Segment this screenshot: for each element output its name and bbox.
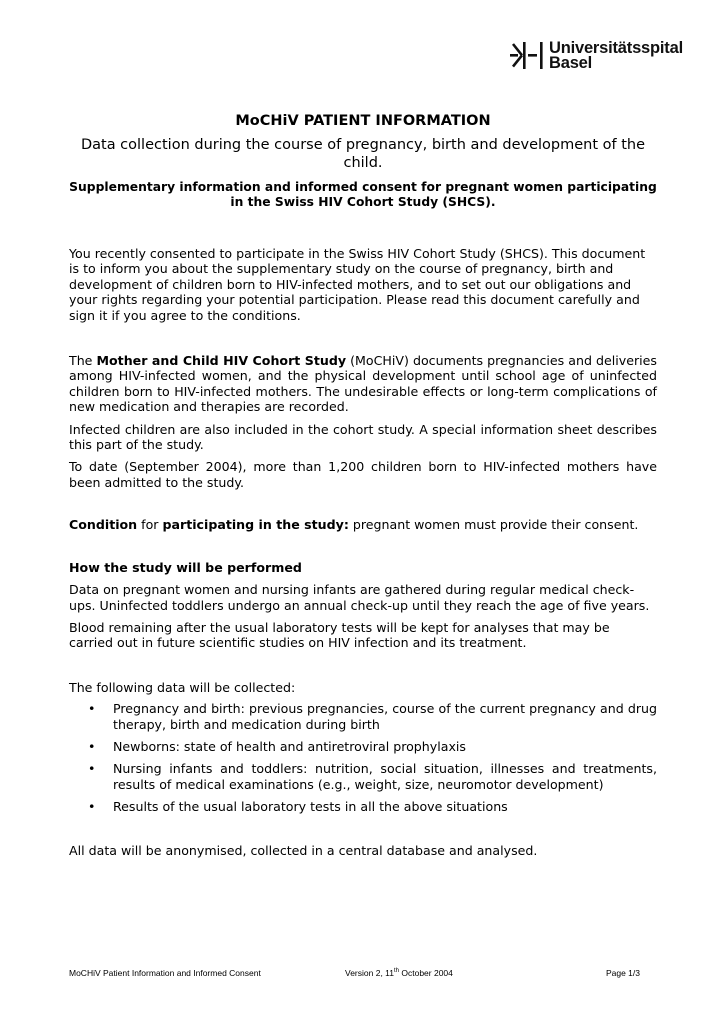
bullet-icon: • [88,701,96,717]
participation-label: participating in the study: [162,517,349,533]
study-paragraph [69,353,657,415]
footer-version-sup: th [394,968,400,974]
footer-version [345,968,453,978]
data-list [69,701,657,814]
list-item-text: Pregnancy and birth: previous pregnancies, course of the current pregnancy and drug therapy, birth and medication during birth [113,701,657,732]
study-prefix: The [69,353,97,369]
document-body [69,113,657,858]
bullet-icon: • [88,761,96,777]
university-hospital-logo [509,40,683,72]
logo-mark-icon [509,40,545,72]
bullet-icon: • [88,738,96,754]
logo-text [549,41,683,71]
howto-paragraph-2: Blood remaining after the usual laboratory tests will be kept for analyses that may be carried out in future scientific studies on HIV infection and its treatment. [69,619,610,651]
list-item [69,761,657,792]
list-item-text: Results of the usual laboratory tests in all the above situations [113,799,508,815]
document-title: MoCHiV PATIENT INFORMATION [235,113,491,129]
footer-version-prefix: Version 2, 11 [345,968,394,978]
document-subtitle: Data collection during the course of pregnancy, birth and development of the child. [80,137,646,171]
howto-paragraph-1: Data on pregnant women and nursing infants are gathered during regular medical check-ups. Uninfected toddlers undergo an annual check-up until they reach the age of five years. [69,582,650,613]
list-item [69,739,657,754]
footer-version-suffix: October 2004 [399,968,453,978]
list-item [69,799,657,814]
condition-text: pregnant women must provide their consent. [348,517,639,533]
list-item [69,701,657,732]
final-paragraph: All data will be anonymised, collected in a central database and analysed. [69,842,538,858]
logo-line-1: Universitätsspital [549,39,683,57]
howto-heading: How the study will be performed [69,559,302,575]
condition-paragraph [69,517,657,532]
footer-page-number: Page 1/3 [605,968,640,978]
infected-children-paragraph: Infected children are also included in the cohort study. A special information sheet describes this part of the study. [69,421,657,453]
supplementary-heading: Supplementary information and informed consent for pregnant women participating in the Swiss HIV Cohort Study (SHCS). [69,180,657,209]
study-description: (MoCHiV) documents pregnancies and deliveries among HIV-infected women, and the physical development until school age of uninfected children born to HIV-infected mothers. The undesirable effects or long-term complications of new medication and therapies are recorded. [69,353,657,415]
condition-connector: for [137,517,163,533]
intro-paragraph: You recently consented to participate in the Swiss HIV Cohort Study (SHCS). This document is to inform you about the supplementary study on the course of pregnancy, birth and development of children born to HIV-infected mothers, and to set out our obligations and your rights regarding your potential participation. Please read this document carefully and sign it if you agree to the conditions. [69,246,646,323]
condition-label: Condition [69,517,138,533]
study-name: Mother and Child HIV Cohort Study [96,353,347,369]
enrollment-paragraph: To date (September 2004), more than 1,200 children born to HIV-infected mothers have been admitted to the study. [69,459,657,490]
bullet-icon: • [88,799,96,815]
footer-document-name: MoCHiV Patient Information and Informed Consent [69,968,261,978]
list-item-text: Newborns: state of health and antiretroviral prophylaxis [113,738,466,754]
data-list-intro: The following data will be collected: [69,679,296,695]
list-item-text: Nursing infants and toddlers: nutrition, social situation, illnesses and treatments, results of medical examinations (e.g., weight, size, neuromotor development) [113,761,657,792]
logo-line-2: Basel [549,54,593,72]
